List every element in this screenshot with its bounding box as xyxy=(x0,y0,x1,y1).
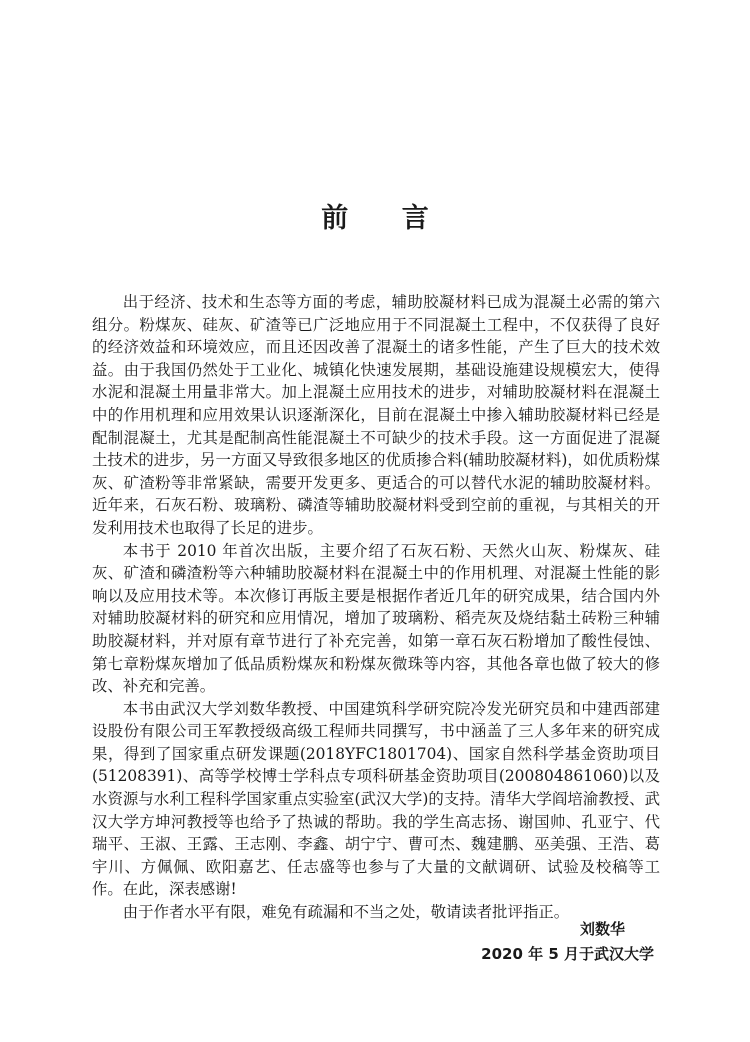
paragraph-2: 本书于 2010 年首次出版，主要介绍了石灰石粉、天然火山灰、粉煤灰、硅灰、矿渣和磷渣粉等六种辅助胶凝材料在混凝土中的作用机理、对混凝土性能的影响以及应用技术等。本次修订再版主要是根据作者近几年的研究成果，结合国内外对辅助胶凝材料的研究和应用情况，增加了玻璃粉、稻壳灰及烧结黏土砖粉三种辅助胶凝材料，并对原有章节进行了补充完善，如第一章石灰石粉增加了酸性侵蚀、第七章粉煤灰增加了低品质粉煤灰和粉煤灰微珠等内容，其他各章也做了较大的修改、补充和完善。 xyxy=(92,541,660,696)
paragraph-1: 出于经济、技术和生态等方面的考虑，辅助胶凝材料已成为混凝土必需的第六组分。粉煤灰、硅灰、矿渣等已广泛地应用于不同混凝土工程中，不仅获得了良好的经济效益和环境效应，而且还因改善了混凝土的诸多性能，产生了巨大的技术效益。由于我国仍然处于工业化、城镇化快速发展期，基础设施建设规模宏大，使得水泥和混凝土用量非常大。加上混凝土应用技术的进步，对辅助胶凝材料在混凝土中的作用机理和应用效果认识逐渐深化，目前在混凝土中掺入辅助胶凝材料已经是配制混凝土，尤其是配制高性能混凝土不可缺少的技术手段。这一方面促进了混凝土技术的进步，另一方面又导致很多地区的优质掺合料(辅助胶凝材料)，如优质粉煤灰、矿渣粉等非常紧缺，需要开发更多、更适合的可以替代水泥的辅助胶凝材料。近年来，石灰石粉、玻璃粉、磷渣等辅助胶凝材料受到空前的重视，与其相关的开发利用技术也取得了长足的进步。 xyxy=(92,293,660,537)
signature-date: 2020 年 5 月于武汉大学 xyxy=(481,945,654,963)
paragraph-3: 本书由武汉大学刘数华教授、中国建筑科学研究院冷发光研究员和中建西部建设股份有限公司王军教授级高级工程师共同撰写，书中涵盖了三人多年来的研究成果，得到了国家重点研发课题(2018YFC1801704)、国家自然科学基金资助项目(51208391)、高等学校博士学科点专项科研基金资助项目(20080486106​0)以及水资源与水利工程科学国家重点实验室(武汉大学)的支持。清华大学阎培渝教授、武汉大学方坤河教授等也给予了热诚的帮助。我的学生高志扬、谢国帅、孔亚宁、代瑞平、王淑、王露、王志刚、李鑫、胡宁宁、曹可杰、魏建鹏、巫美强、王浩、葛宇川、方佩佩、欧阳嘉艺、任志盛等也参与了大量的文献调研、试验及校稿等工作。在此，深表感谢! xyxy=(92,699,660,899)
signature-author: 刘数华 xyxy=(579,920,625,938)
paragraph-4: 由于作者水平有限，难免有疏漏和不当之处，敬请读者批评指正。 xyxy=(122,903,570,922)
page-title: 前 言 xyxy=(321,203,451,234)
preface-body xyxy=(92,291,660,924)
